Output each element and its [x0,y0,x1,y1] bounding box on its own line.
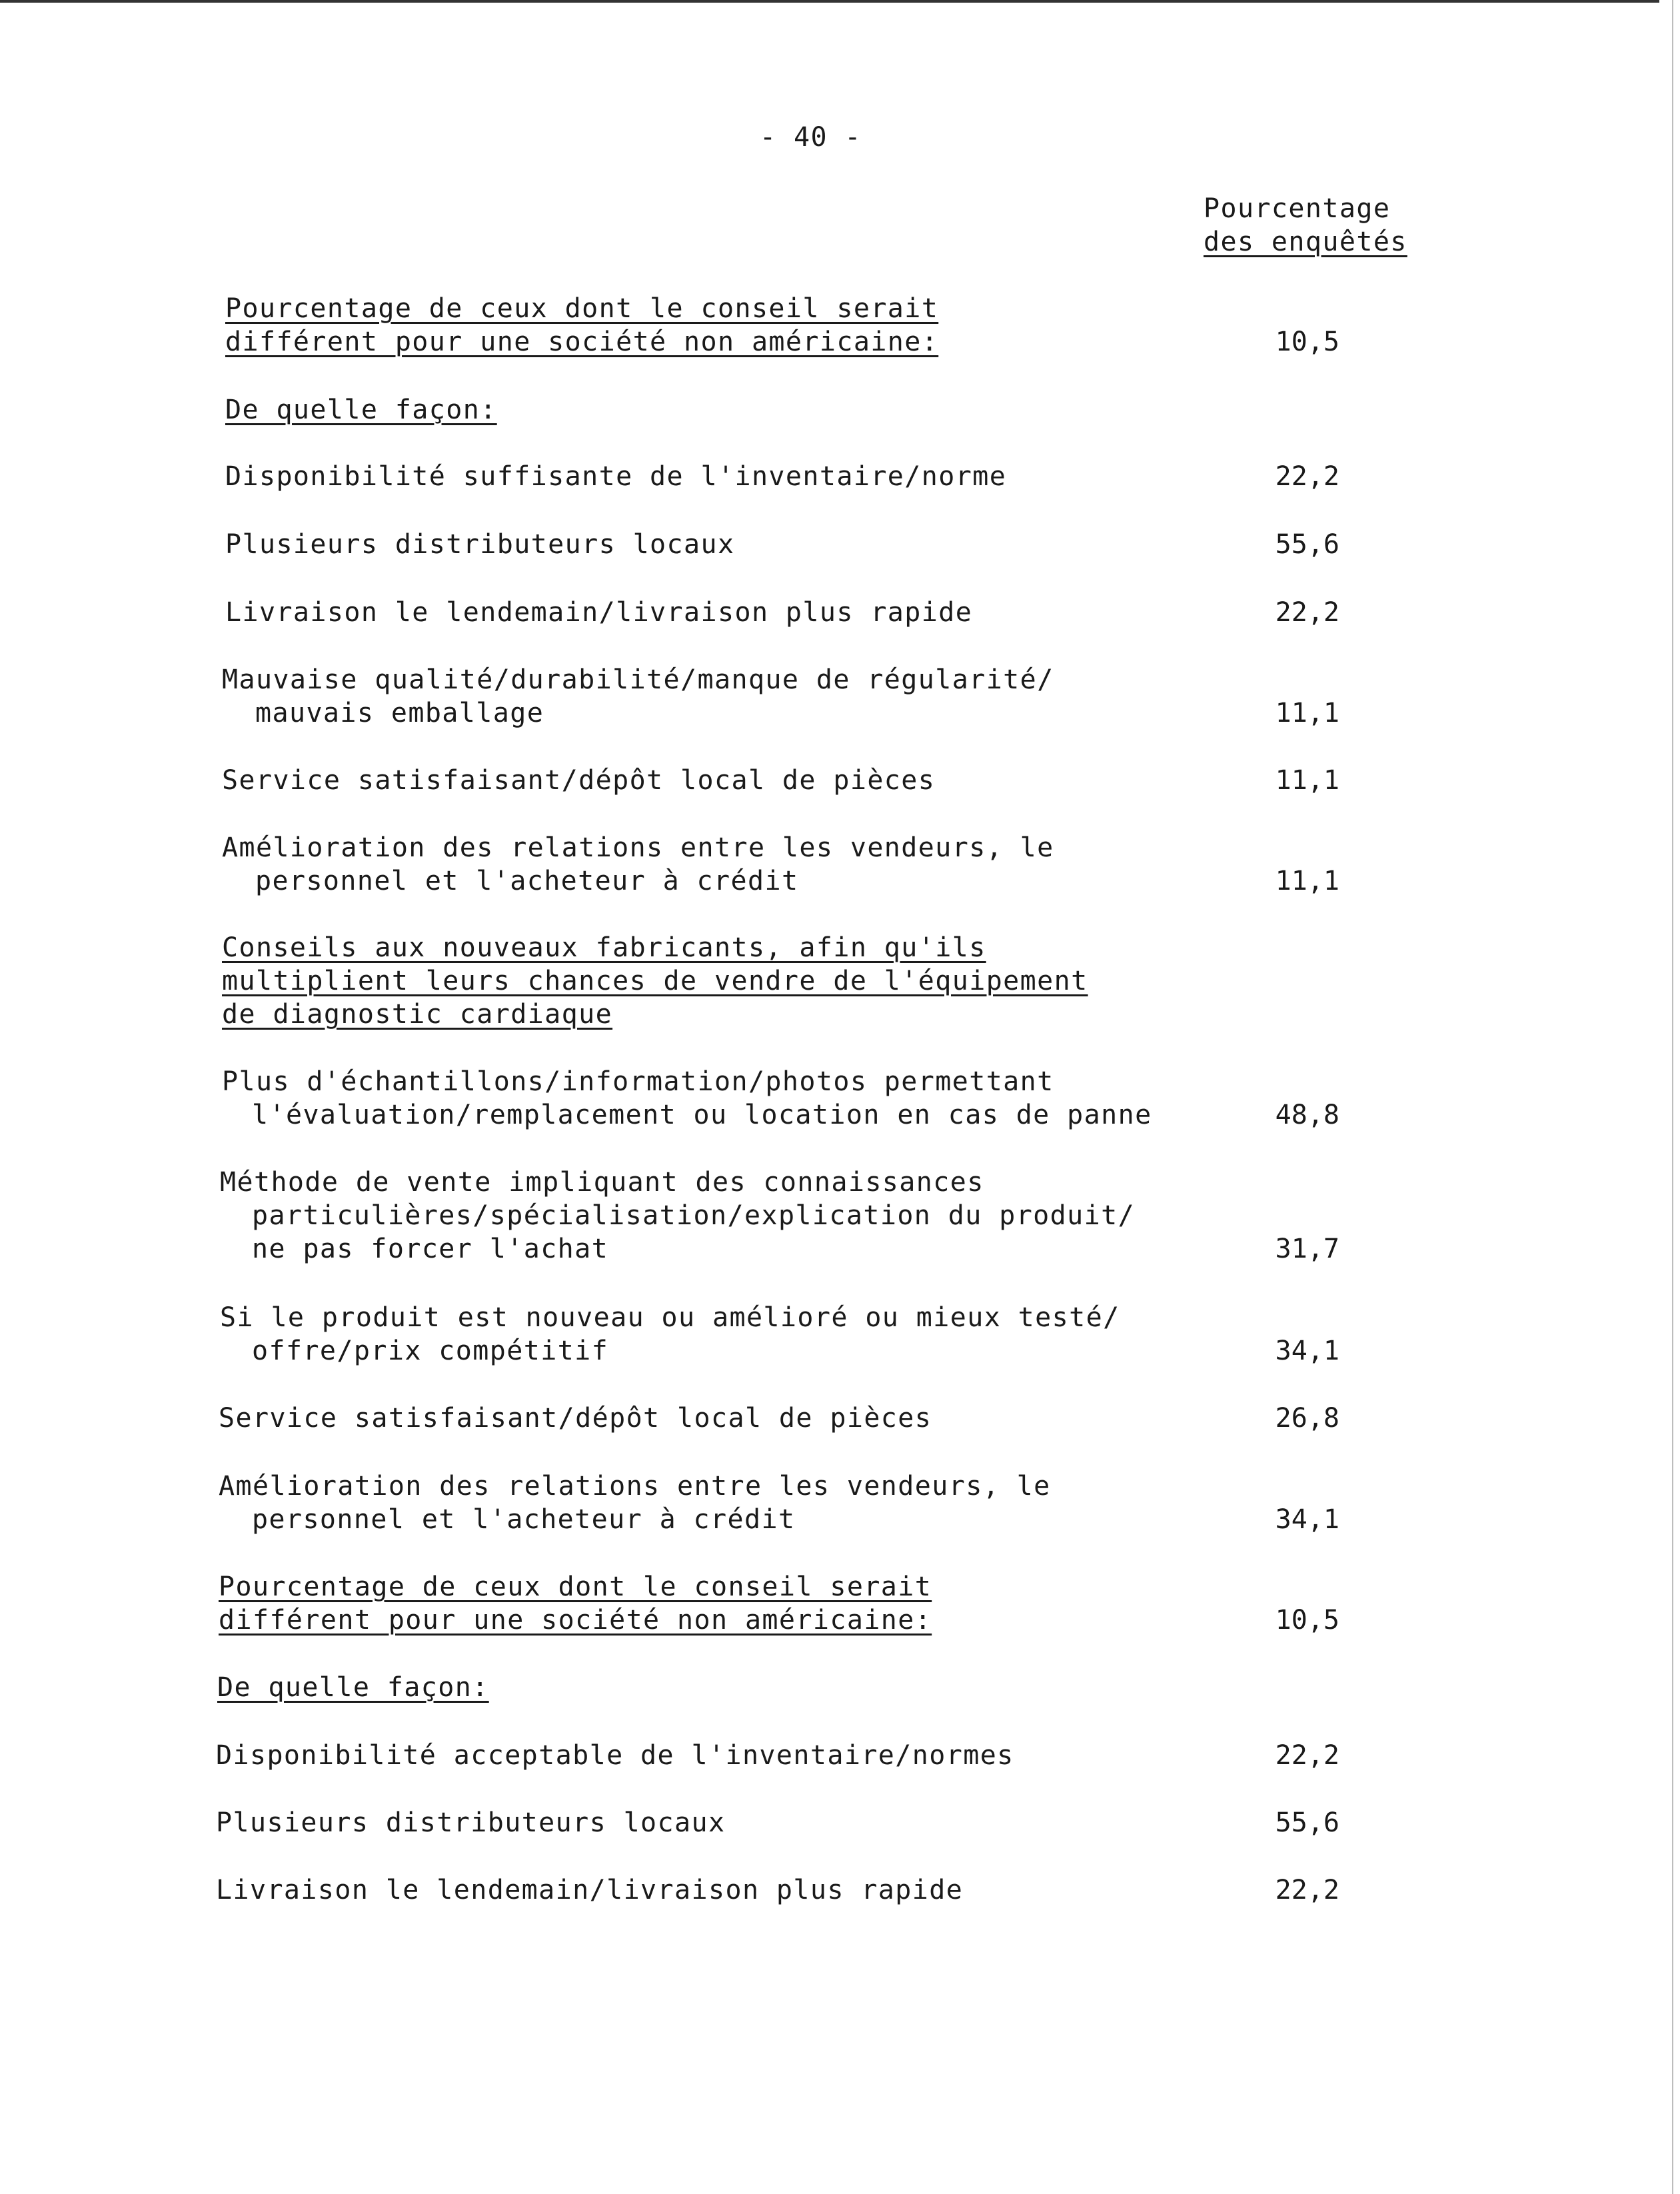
list-item-value: 55,6 [1275,1807,1339,1838]
right-scan-edge [1672,0,1673,2194]
list-item: Service satisfaisant/dépôt local de pièces [222,765,936,796]
section2-heading-line1: Conseils aux nouveaux fabricants, afin qu'ils [222,932,986,963]
list-item: Mauvaise qualité/durabilité/manque de régularité/ [222,664,1054,695]
list-item: Livraison le lendemain/livraison plus rapide [216,1875,964,1905]
list-item-value: 26,8 [1275,1403,1339,1434]
column-header-line1: Pourcentage [1204,193,1391,224]
page-number: - 40 - [760,122,862,153]
list-item-continuation: mauvais emballage [255,698,544,728]
list-item-value: 31,7 [1275,1234,1339,1264]
list-item-value: 22,2 [1275,1740,1339,1771]
list-item-continuation: l'évaluation/remplacement ou location en cas de panne [252,1100,1152,1130]
list-item: Disponibilité acceptable de l'inventaire/normes [216,1740,1014,1771]
section2-heading-line2: multiplient leurs chances de vendre de l'équipement [222,966,1088,996]
list-item: Service satisfaisant/dépôt local de pièces [219,1403,932,1434]
list-item-value: 22,2 [1275,597,1339,628]
list-item-value: 11,1 [1275,866,1339,896]
top-scan-edge [0,0,1659,3]
list-item: Amélioration des relations entre les vendeurs, le [219,1471,1051,1502]
section3-subheading: De quelle façon: [217,1672,489,1703]
list-item-value: 48,8 [1275,1100,1339,1130]
list-item: Plusieurs distributeurs locaux [216,1807,726,1838]
list-item-value: 55,6 [1275,529,1339,560]
section3-heading-line2: différent pour une société non américaine: [219,1605,932,1636]
list-item: Amélioration des relations entre les vendeurs, le [222,832,1054,863]
list-item: Si le produit est nouveau ou amélioré ou mieux testé/ [220,1302,1120,1333]
list-item: Méthode de vente impliquant des connaissances [220,1167,984,1198]
list-item-continuation: personnel et l'acheteur à crédit [255,866,799,896]
list-item-value: 11,1 [1275,765,1339,796]
list-item-continuation: particulières/spécialisation/explication du produit/ [252,1200,1136,1231]
list-item-value: 22,2 [1275,461,1339,492]
list-item-continuation: personnel et l'acheteur à crédit [252,1504,796,1535]
column-header-line2: des enquêtés [1204,227,1407,257]
section1-subheading: De quelle façon: [225,395,497,425]
list-item-value: 34,1 [1275,1336,1339,1366]
section1-heading-value: 10,5 [1275,327,1339,357]
list-item: Disponibilité suffisante de l'inventaire/norme [225,461,1007,492]
section2-heading-line3: de diagnostic cardiaque [222,999,613,1030]
list-item-continuation: ne pas forcer l'achat [252,1234,609,1264]
list-item-continuation: offre/prix compétitif [252,1336,609,1366]
list-item-value: 34,1 [1275,1504,1339,1535]
section1-heading-line1: Pourcentage de ceux dont le conseil serait [225,293,939,324]
list-item: Plus d'échantillons/information/photos permettant [222,1066,1054,1097]
list-item-value: 11,1 [1275,698,1339,728]
list-item: Plusieurs distributeurs locaux [225,529,735,560]
section3-heading-line1: Pourcentage de ceux dont le conseil serait [219,1572,932,1602]
list-item: Livraison le lendemain/livraison plus rapide [225,597,973,628]
section1-heading-line2: différent pour une société non américaine: [225,327,939,357]
list-item-value: 22,2 [1275,1875,1339,1905]
section3-heading-value: 10,5 [1275,1605,1339,1636]
